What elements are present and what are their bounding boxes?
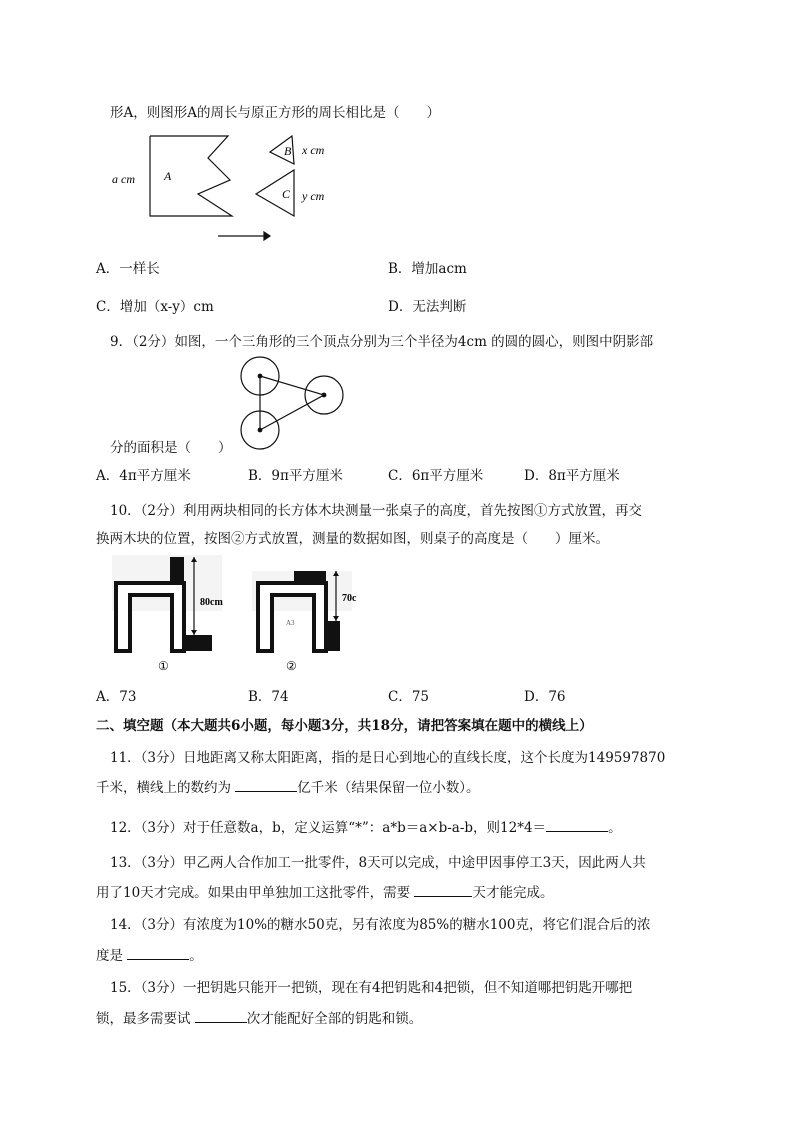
q14-answer-blank[interactable]: [127, 945, 189, 960]
q9-stem: 9．（2分）如图，一个三角形的三个顶点分别为三个半径为4cm 的圆的圆心，则图中阴影部: [110, 334, 654, 350]
label-a-cm: a cm: [112, 172, 135, 186]
block-floor-1: [184, 635, 212, 651]
q13-answer-blank[interactable]: [414, 882, 472, 897]
arrow-head: [264, 232, 270, 240]
label-x-cm: x cm: [302, 143, 325, 157]
q9-stem-2: 分的面积是（ ）: [110, 440, 232, 456]
q10-option-d: D．76: [524, 689, 566, 705]
label-B: B: [284, 144, 292, 158]
measure-80: 80cm: [200, 597, 223, 608]
q12-line: 12．（3分）对于任意数a，b，定义运算“*”：a*b＝a×b-a-b，则12*4＝ 。: [110, 816, 622, 836]
q11-line-1: 11．（3分）日地距离又称太阳距离，指的是日心到地心的直线长度，这个长度为149597870: [110, 750, 666, 766]
q14-line-2: 度是 。: [96, 944, 203, 964]
q12-answer-blank[interactable]: [546, 817, 608, 832]
q15-line-1: 15．（3分）一把钥匙只能开一把锁，现在有4把钥匙和4把锁，但不知道哪把钥匙开哪把: [110, 980, 633, 996]
table-1: [116, 583, 184, 651]
label-C: C: [282, 187, 291, 201]
figure-2-num: ②: [286, 659, 297, 673]
q10-option-b: B．74: [248, 689, 289, 705]
q9-option-c: C．6π平方厘米: [388, 468, 484, 484]
q9-figure: [236, 350, 351, 450]
block-floor-2: [326, 621, 340, 651]
q8-option-d: D．无法判断: [388, 299, 467, 315]
q13-line-1: 13．（3分）甲乙两人合作加工一批零件，8天可以完成，中途甲因事停工3天，因此两人共: [110, 855, 646, 871]
q13-line-2: 用了10天才完成。如果由甲单独加工这批零件，需要 天才能完成。: [96, 881, 553, 901]
q10-figure: [108, 553, 378, 675]
q10-option-a: A．73: [96, 689, 137, 705]
block-top-2: [294, 571, 326, 583]
table-2: [258, 583, 326, 651]
block-top-1: [170, 557, 184, 585]
measure-70: 70c: [342, 593, 357, 604]
q14-line-1: 14．（3分）有浓度为10%的糖水50克，另有浓度为85%的糖水100克，将它们混合后的浓: [110, 917, 651, 933]
label-y-cm: y cm: [302, 189, 325, 203]
section-2-heading: 二、填空题（本大题共6小题，每小题3分，共18分，请把答案填在题中的横线上）: [96, 718, 593, 734]
q9-option-d: D．8π平方厘米: [524, 468, 620, 484]
q8-figure: [108, 130, 348, 245]
q10-option-c: C．75: [388, 689, 430, 705]
q9-option-a: A．4π平方厘米: [96, 468, 191, 484]
q15-line-2: 锁，最多需要试 次才能配好全部的钥匙和锁。: [96, 1007, 422, 1027]
q8-option-c: C．增加（x-y）cm: [96, 299, 214, 315]
q8-stem: 形A，则图形A的周长与原正方形的周长相比是（ ）: [110, 105, 440, 121]
q10-stem-2: 换两木块的位置，按图②方式放置，测量的数据如图，则桌子的高度是（ ）厘米。: [96, 531, 609, 547]
q9-option-b: B．9π平方厘米: [248, 468, 343, 484]
q11-answer-blank[interactable]: [235, 777, 297, 792]
label-A: A: [164, 169, 172, 183]
figure-1-num: ①: [158, 659, 169, 673]
triangle: [260, 376, 324, 430]
figure-mark: A3: [286, 619, 295, 627]
q8-option-b: B．增加acm: [388, 261, 467, 277]
q15-answer-blank[interactable]: [195, 1008, 247, 1023]
q11-line-2: 千米，横线上的数约为 亿千米（结果保留一位小数）。: [96, 776, 480, 796]
q8-option-a: A．一样长: [96, 261, 160, 277]
q10-stem: 10．（2分）利用两块相同的长方体木块测量一张桌子的高度，首先按图①方式放置，再交: [110, 503, 643, 519]
shape-a-outline: [150, 136, 232, 216]
